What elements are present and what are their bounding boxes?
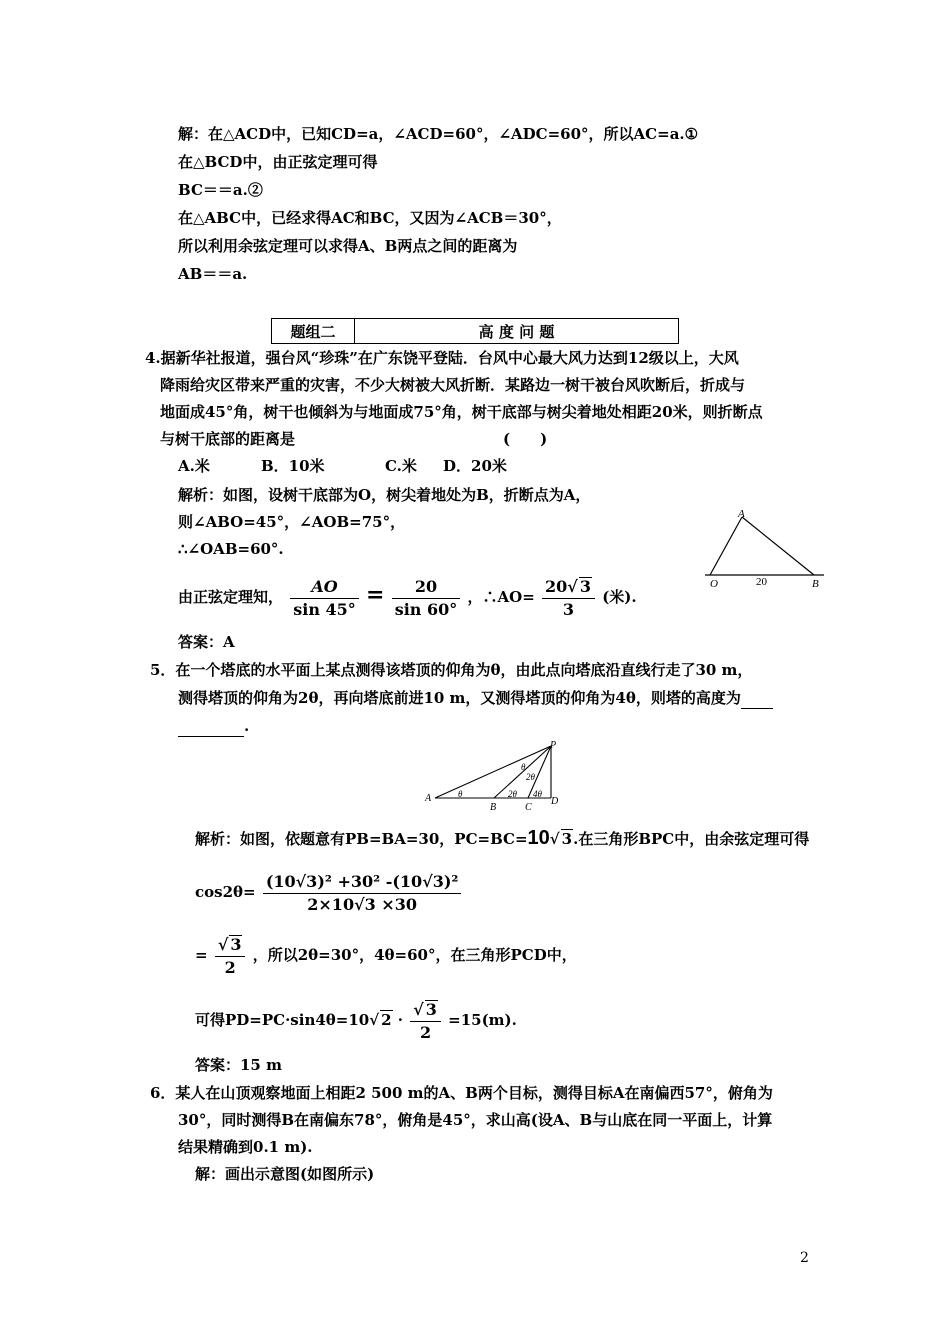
q5-para-2: 测得塔顶的仰角为2θ，再向塔底前进10 m，又测得塔顶的仰角为4θ，则塔的高度为	[178, 688, 773, 709]
fraction-numerator: √ 3	[215, 934, 246, 957]
fraction-denominator: 3	[562, 599, 575, 619]
s1-line-6: AB＝＝a.	[178, 265, 248, 283]
label-d: D	[551, 796, 559, 807]
q4-answer-paren: ( )	[503, 430, 548, 448]
fraction-numerator: AO	[290, 576, 359, 599]
fraction-denominator: sin 45°	[293, 599, 356, 619]
angle-4theta-c: 4θ	[533, 789, 542, 799]
fraction-denominator: 2	[419, 1022, 432, 1042]
fraction-ao-over-sin45	[290, 576, 359, 621]
q4-answer: 答案：A	[178, 633, 235, 651]
label-p: P	[550, 740, 557, 751]
radicand: 3	[579, 576, 591, 596]
angle-theta-p: θ	[521, 762, 526, 772]
q4-solution-1: 解析：如图，设树干底部为O，树尖着地处为B，折断点为A，	[178, 486, 591, 504]
angle-2theta-p: 2θ	[526, 772, 535, 782]
q4-option-a: A.米	[178, 457, 210, 475]
q4-para-4: 与树干底部的距离是	[160, 430, 296, 448]
q5-para-1: 5．在一个塔底的水平面上某点测得该塔顶的仰角为θ，由此点向塔底沿直线行走了30 m，	[150, 661, 753, 679]
q4-sine-law-mid: ，∴AO=	[467, 588, 535, 606]
q4-solution-3: ∴∠OAB=60°.	[178, 540, 284, 558]
label-o: O	[710, 578, 718, 590]
angle-theta-a: θ	[458, 789, 463, 799]
q6-para-1: 6．某人在山顶观察地面上相距2 500 m的A、B两个目标，测得目标A在南偏西57°，俯角为	[150, 1084, 773, 1102]
q4-para-1: 4.据新华社报道，强台风“珍珠”在广东饶平登陆．台风中心最大风力达到12级以上，大风	[145, 349, 739, 367]
s1-line-1: 解：在△ACD中，已知CD=a，∠ACD=60°，∠ADC=60°，所以AC=a.①	[178, 125, 699, 143]
answer-blank-2	[178, 716, 244, 737]
cosine-fraction	[263, 871, 462, 916]
label-a: A	[425, 793, 432, 804]
s1-line-5: 所以利用余弦定理可以求得A、B两点之间的距离为	[178, 237, 518, 255]
equals-sign: =	[366, 582, 385, 608]
fraction-numerator: 20	[392, 576, 461, 599]
angle-2theta-b: 2θ	[508, 789, 517, 799]
radicand: 2	[381, 1011, 392, 1029]
s1-line-2: 在△BCD中，由正弦定理可得	[178, 153, 378, 171]
q4-solution-2: 则∠ABO=45°，∠AOB=75°，	[178, 513, 406, 531]
cos-lhs: cos2θ=	[195, 883, 256, 901]
s1-line-4: 在△ABC中，已经求得AC和BC，又因为∠ACB＝30°，	[178, 209, 562, 227]
q5-cosine-line	[195, 866, 463, 918]
fraction-numerator: (10√3)² +30² -(10√3)²	[263, 871, 462, 894]
page-number: 2	[800, 1250, 809, 1266]
q6-solution: 解：画出示意图(如图所示)	[195, 1165, 375, 1183]
q4-para-2: 降雨给灾区带来严重的灾害，不少大树被大风折断．某路边一树干被台风吹断后，折成与	[160, 376, 746, 394]
q4-triangle-figure	[700, 505, 830, 595]
q4-option-c: C.米	[385, 457, 417, 475]
fraction-denominator: sin 60°	[394, 599, 458, 619]
fraction-numerator: √ 3	[410, 999, 441, 1022]
answer-blank-1	[741, 688, 773, 709]
fraction-root3-over-2	[215, 934, 246, 979]
q5-pd-line: 可得PD=PC·sin4θ=10√ 2 · $\frac{√ 3}{2}$ =15(m).	[195, 999, 517, 1042]
q4-option-d: D．20米	[443, 457, 507, 475]
fraction-denominator: 2	[224, 957, 236, 977]
q4-sine-law-prefix: 由正弦定理知，	[178, 588, 284, 606]
label-c: C	[525, 802, 532, 813]
group-title: 高 度 问 题	[355, 319, 679, 344]
radicand: 3	[561, 830, 573, 848]
label-length: 20	[756, 576, 767, 588]
q5-para-3: .	[178, 716, 249, 737]
group-header-table	[271, 318, 679, 344]
q5-solution-1: 解析：如图，依题意有PB=BA=30，PC=BC=10√ 3.在三角形BPC中，由余弦定理可得	[195, 827, 810, 849]
label-b: B	[490, 802, 497, 813]
q4-option-b: B．10米	[261, 457, 325, 475]
fraction-20-over-sin60	[392, 576, 461, 621]
q6-para-3: 结果精确到0.1 m).	[178, 1138, 313, 1156]
s1-line-3: BC＝＝a.②	[178, 181, 263, 199]
q5-answer: 答案：15 m	[195, 1056, 282, 1074]
fraction-20root3-over-3	[542, 576, 595, 621]
q4-sine-law-line	[178, 570, 637, 622]
fraction-root3-over-2	[410, 999, 441, 1044]
group-label: 题组二	[272, 319, 355, 344]
fraction-numerator: 20√ 3	[542, 576, 595, 599]
fraction-denominator: 2×10√3 ×30	[307, 894, 417, 914]
q6-para-2: 30°，同时测得B在南偏东78°，俯角是45°，求山高(设A、B与山底在同一平面上，计算	[178, 1111, 773, 1129]
q5-tower-figure	[420, 738, 570, 813]
label-a: A	[738, 508, 745, 520]
label-b: B	[812, 578, 819, 590]
q5-result-line: = $\frac{√ 3}{2}$ ，所以2θ=30°，4θ=60°，在三角形PCD中，	[195, 934, 577, 977]
big-ten: 10	[527, 827, 550, 849]
q4-sine-law-suffix: (米).	[602, 588, 637, 606]
q4-para-3: 地面成45°角，树干也倾斜为与地面成75°角，树干底部与树尖着地处相距20米，则折断点	[160, 403, 763, 421]
